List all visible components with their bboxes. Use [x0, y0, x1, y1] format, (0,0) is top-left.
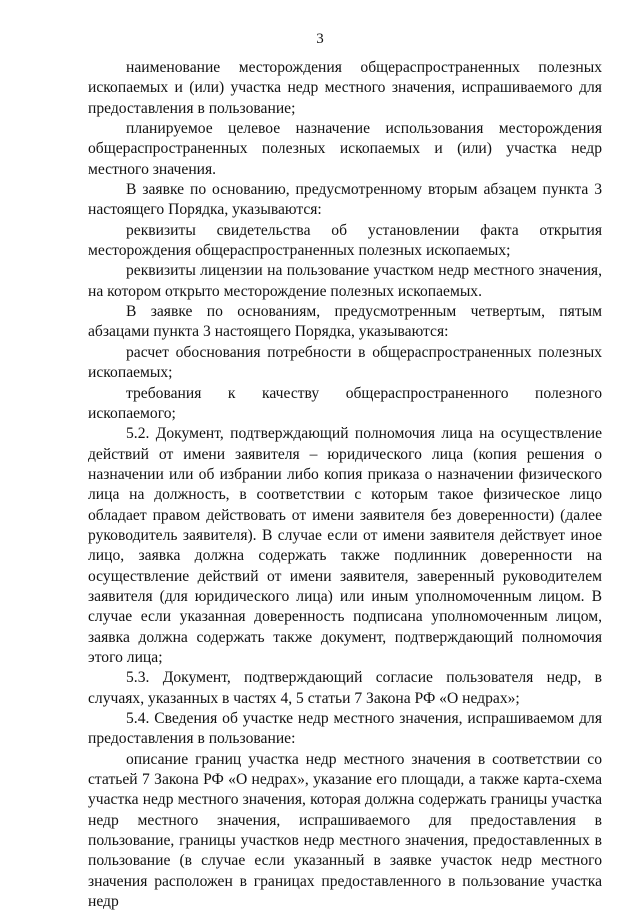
paragraph-license-details: реквизиты лицензии на пользование участком недр местного значения, на котором открыто месторождение полезных ископаемых. [88, 262, 602, 300]
paragraph-second-basis-intro: В заявке по основанию, предусмотренному вторым абзацем пункта 3 настоящего Порядка, указываются: [88, 181, 602, 219]
document-body [88, 58, 602, 912]
page-number: 3 [316, 31, 324, 47]
paragraph-boundary-description: описание границ участка недр местного значения в соответствии со статьей 7 Закона РФ «О недрах», указание его площади, а также карта-схема участка недр местного значения, которая должна содержать границы участка недр местного значения, испрашиваемого для предоставления в пользование, границы участков недр местного значения, предоставленных в пользование (в случае если указанный в заявке участок недр местного значения расположен в границах предоставленного в пользование участка недр [88, 750, 602, 911]
paragraph-certificate-details: реквизиты свидетельства об установлении факта открытия месторождения общераспространенных полезных ископаемых; [88, 221, 602, 260]
paragraph-5-2-authority-document: 5.2. Документ, подтверждающий полномочия лица на осуществление действий от имени заявителя – юридического лица (копия решения о назначении или об избрании либо копия приказа о назначении физического лица на должность, в соответствии с которым такое физическое лицо обладает правом действовать от имени заявителя без доверенности) (далее руководитель заявителя). В случае если от имени заявителя действует иное лицо, заявка должна содержать также подлинник доверенности на осуществление действий от имени заявителя, заверенный руководителем заявителя (для юридического лица) или иным уполномоченным лицом. В случае если указанная доверенность подписана уполномоченным лицом, заявка должна содержать также документ, подтверждающий полномочия этого лица; [88, 425, 602, 666]
paragraph-need-calculation: расчет обоснования потребности в общераспространенных полезных ископаемых; [88, 343, 602, 382]
paragraph-fourth-fifth-basis-intro: В заявке по основаниям, предусмотренным четвертым, пятым абзацами пункта 3 настоящего Порядка, указываются: [88, 303, 602, 341]
paragraph-deposit-name: наименование месторождения общераспространенных полезных ископаемых и (или) участка недр местного значения, испрашиваемого для предоставления в пользование; [88, 59, 602, 117]
paragraph-quality-requirements: требования к качеству общераспространенного полезного ископаемого; [88, 384, 602, 422]
paragraph-5-4-site-information: 5.4. Сведения об участке недр местного значения, испрашиваемом для предоставления в пользование: [88, 710, 602, 748]
paragraph-planned-purpose: планируемое целевое назначение использования месторождения общераспространенных полезных ископаемых и (или) участка недр местного значения. [88, 120, 602, 178]
paragraph-5-3-consent-document: 5.3. Документ, подтверждающий согласие пользователя недр, в случаях, указанных в частях 4, 5 статьи 7 Закона РФ «О недрах»; [88, 669, 602, 707]
